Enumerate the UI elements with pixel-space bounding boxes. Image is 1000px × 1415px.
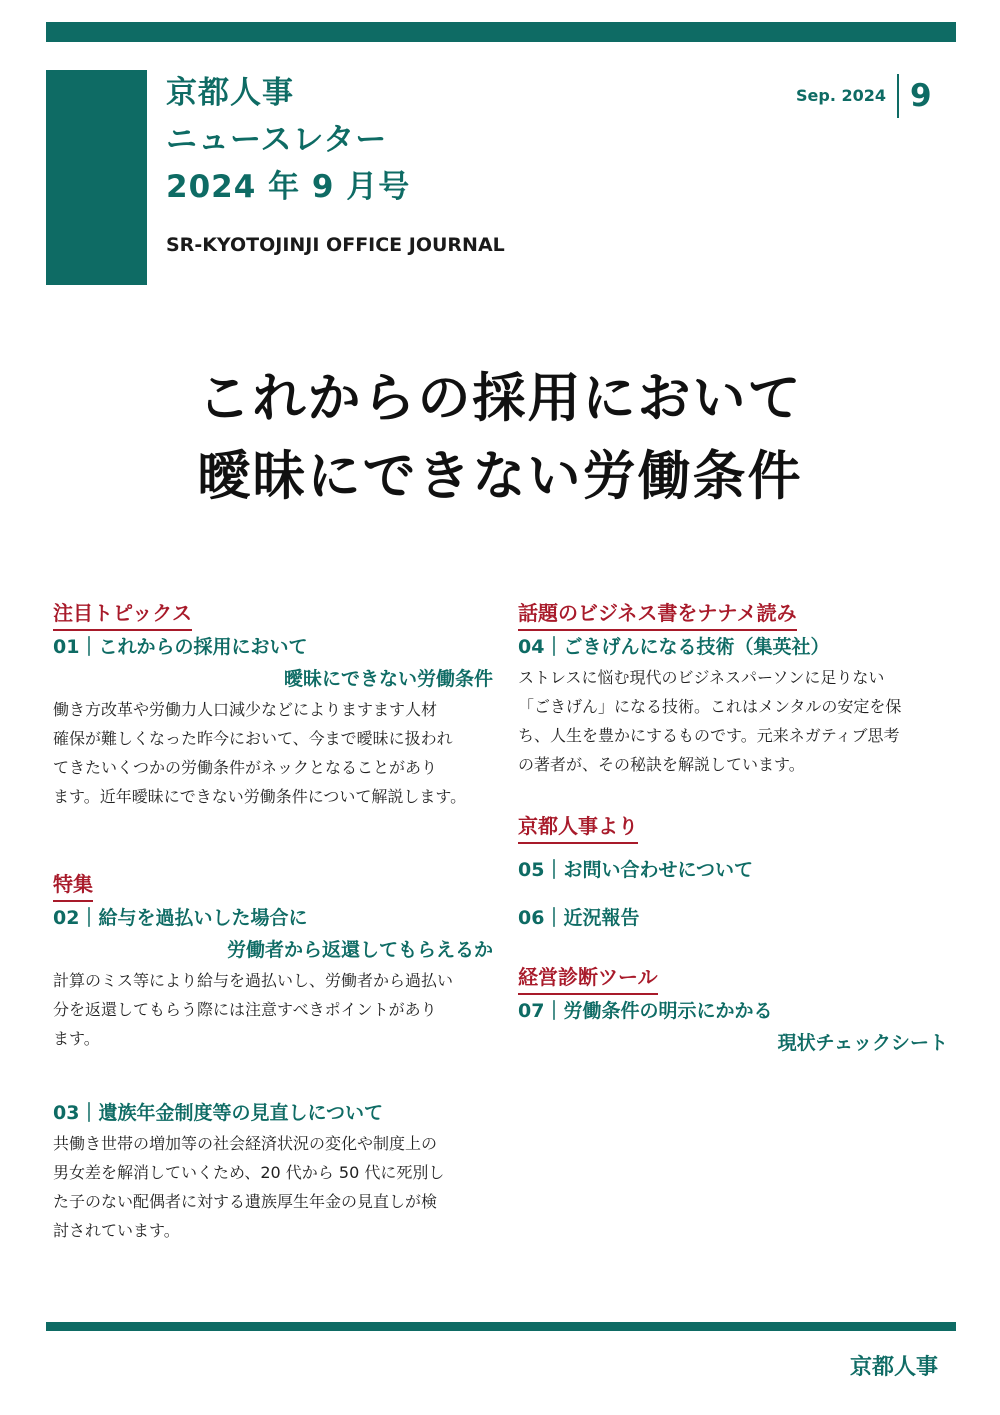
summary-line: 「ごきげん」になる技術。これはメンタルの安定を保 bbox=[518, 697, 902, 716]
article-03-summary bbox=[53, 1129, 493, 1245]
article-04-summary bbox=[518, 663, 958, 779]
article-07-title-continued[interactable]: 現状チェックシート bbox=[777, 1032, 948, 1054]
section-heading-topics: 注目トピックス bbox=[53, 600, 192, 631]
footer-brand: 京都人事 bbox=[849, 1355, 938, 1380]
article-01-title[interactable]: 01｜これからの採用において bbox=[53, 636, 308, 658]
article-04-title[interactable]: 04｜ごきげんになる技術（集英社） bbox=[518, 636, 830, 658]
journal-subtitle: SR-KYOTOJINJI OFFICE JOURNAL bbox=[166, 234, 505, 256]
summary-line: ストレスに悩む現代のビジネスパーソンに足りない bbox=[518, 668, 885, 687]
summary-line: 討されています。 bbox=[53, 1221, 180, 1240]
right-column bbox=[518, 600, 958, 1059]
headline-line: これからの採用において bbox=[197, 368, 803, 429]
issue-divider bbox=[897, 74, 899, 118]
section-heading-office: 京都人事より bbox=[518, 813, 638, 844]
bottom-accent-bar bbox=[46, 1322, 956, 1331]
article-06-title[interactable]: 06｜近況報告 bbox=[518, 907, 640, 929]
article-03-title[interactable]: 03｜遺族年金制度等の見直しについて bbox=[53, 1102, 384, 1124]
summary-line: ち、人生を豊かにするものです。元来ネガティブ思考 bbox=[518, 726, 900, 745]
summary-line: 共働き世帯の増加等の社会経済状況の変化や制度上の bbox=[53, 1134, 438, 1153]
newsletter-title-line: 2024 年 9 月号 bbox=[166, 169, 411, 205]
summary-line: ます。近年曖昧にできない労働条件について解説します。 bbox=[53, 787, 467, 806]
summary-line: た子のない配偶者に対する遺族厚生年金の見直しが検 bbox=[53, 1192, 438, 1211]
headline-line: 曖昧にできない労働条件 bbox=[197, 446, 803, 507]
summary-line: の著者が、その秘訣を解説しています。 bbox=[518, 755, 805, 774]
article-01-summary bbox=[53, 695, 493, 811]
summary-line: 男女差を解消していくため、20 代から 50 代に死別し bbox=[53, 1163, 445, 1182]
top-accent-bar bbox=[46, 22, 956, 42]
section-heading-books: 話題のビジネス書をナナメ読み bbox=[518, 600, 797, 631]
main-headline bbox=[40, 360, 960, 516]
newsletter-title-line: 京都人事 bbox=[166, 75, 294, 111]
article-02-title-continued[interactable]: 労働者から返還してもらえるか bbox=[226, 939, 493, 961]
summary-line: 働き方改革や労働力人口減少などによりますます人材 bbox=[53, 700, 438, 719]
article-01-title-continued[interactable]: 曖昧にできない労働条件 bbox=[283, 668, 493, 690]
article-02-summary bbox=[53, 966, 493, 1053]
article-05-title[interactable]: 05｜お問い合わせについて bbox=[518, 859, 754, 881]
newsletter-title bbox=[166, 70, 726, 211]
newsletter-title-line: ニュースレター bbox=[166, 122, 388, 158]
left-column bbox=[53, 600, 493, 1245]
article-02-title[interactable]: 02｜給与を過払いした場合に bbox=[53, 907, 308, 929]
summary-line: ます。 bbox=[53, 1029, 100, 1048]
summary-line: 確保が難しくなった昨今において、今まで曖昧に扱われ bbox=[53, 729, 453, 748]
section-heading-feature: 特集 bbox=[53, 871, 93, 902]
summary-line: 分を返還してもらう際には注意すべきポイントがあり bbox=[53, 1000, 437, 1019]
summary-line: 計算のミス等により給与を過払いし、労働者から過払い bbox=[53, 971, 454, 990]
title-color-block bbox=[46, 70, 147, 285]
section-heading-tool: 経営診断ツール bbox=[518, 964, 658, 995]
issue-number: 9 bbox=[910, 78, 932, 114]
article-07-title[interactable]: 07｜労働条件の明示にかかる bbox=[518, 1000, 773, 1022]
issue-date: Sep. 2024 bbox=[795, 86, 886, 105]
summary-line: てきたいくつかの労働条件がネックとなることがあり bbox=[53, 758, 438, 777]
